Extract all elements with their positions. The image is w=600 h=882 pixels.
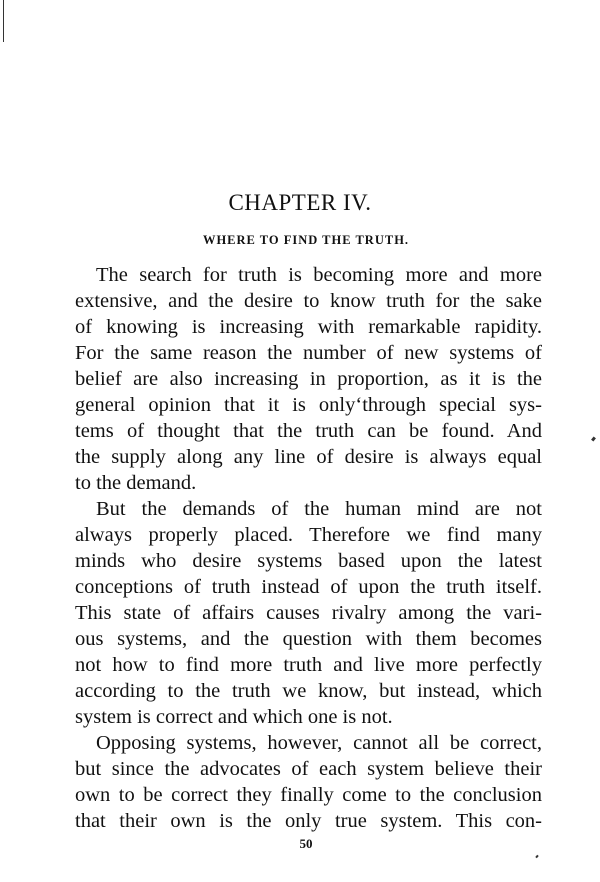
text-line: not how to find more truth and live more perfectly <box>75 654 542 676</box>
text-line: that their own is the only true system. This con- <box>75 810 542 832</box>
text-line: ous systems, and the question with them becomes <box>75 628 542 650</box>
text-line: extensive, and the desire to know truth for the sake <box>75 290 542 312</box>
text-line: of knowing is increasing with remarkable rapidity. <box>75 316 542 338</box>
page-number: 50 <box>299 836 313 851</box>
text-line: belief are also increasing in proportion, as it is the <box>75 368 542 390</box>
text-line: But the demands of the human mind are not <box>96 498 542 520</box>
paragraph <box>75 730 542 834</box>
scan-edge-line <box>3 0 4 42</box>
text-line: Opposing systems, however, cannot all be correct, <box>96 732 542 754</box>
text-line: This state of affairs causes rivalry among the vari- <box>75 602 542 624</box>
text-line: to the demand. <box>75 472 197 494</box>
text-line: tems of thought that the truth can be found. And <box>75 420 542 442</box>
text-line: own to be correct they finally come to the conclusion <box>75 784 542 806</box>
text-line: system is correct and which one is not. <box>75 706 393 728</box>
chapter-title: CHAPTER IV. <box>228 190 372 215</box>
chapter-subtitle: WHERE TO FIND THE TRUTH. <box>202 233 410 247</box>
text-line: minds who desire systems based upon the latest <box>75 550 542 572</box>
scan-speck <box>591 437 596 442</box>
scan-speck <box>535 855 538 859</box>
paragraph <box>75 496 542 730</box>
text-line: always properly placed. Therefore we find many <box>75 524 542 546</box>
text-line: general opinion that it is only‘through special sys- <box>75 394 542 416</box>
text-line: but since the advocates of each system believe their <box>75 758 542 780</box>
text-line: conceptions of truth instead of upon the truth itself. <box>75 576 542 598</box>
text-line: the supply along any line of desire is always equal <box>75 446 542 468</box>
paragraph <box>75 262 542 496</box>
text-line: The search for truth is becoming more and more <box>96 264 542 286</box>
page-body <box>75 262 542 834</box>
text-line: For the same reason the number of new systems of <box>75 342 542 364</box>
text-line: according to the truth we know, but instead, which <box>75 680 542 702</box>
